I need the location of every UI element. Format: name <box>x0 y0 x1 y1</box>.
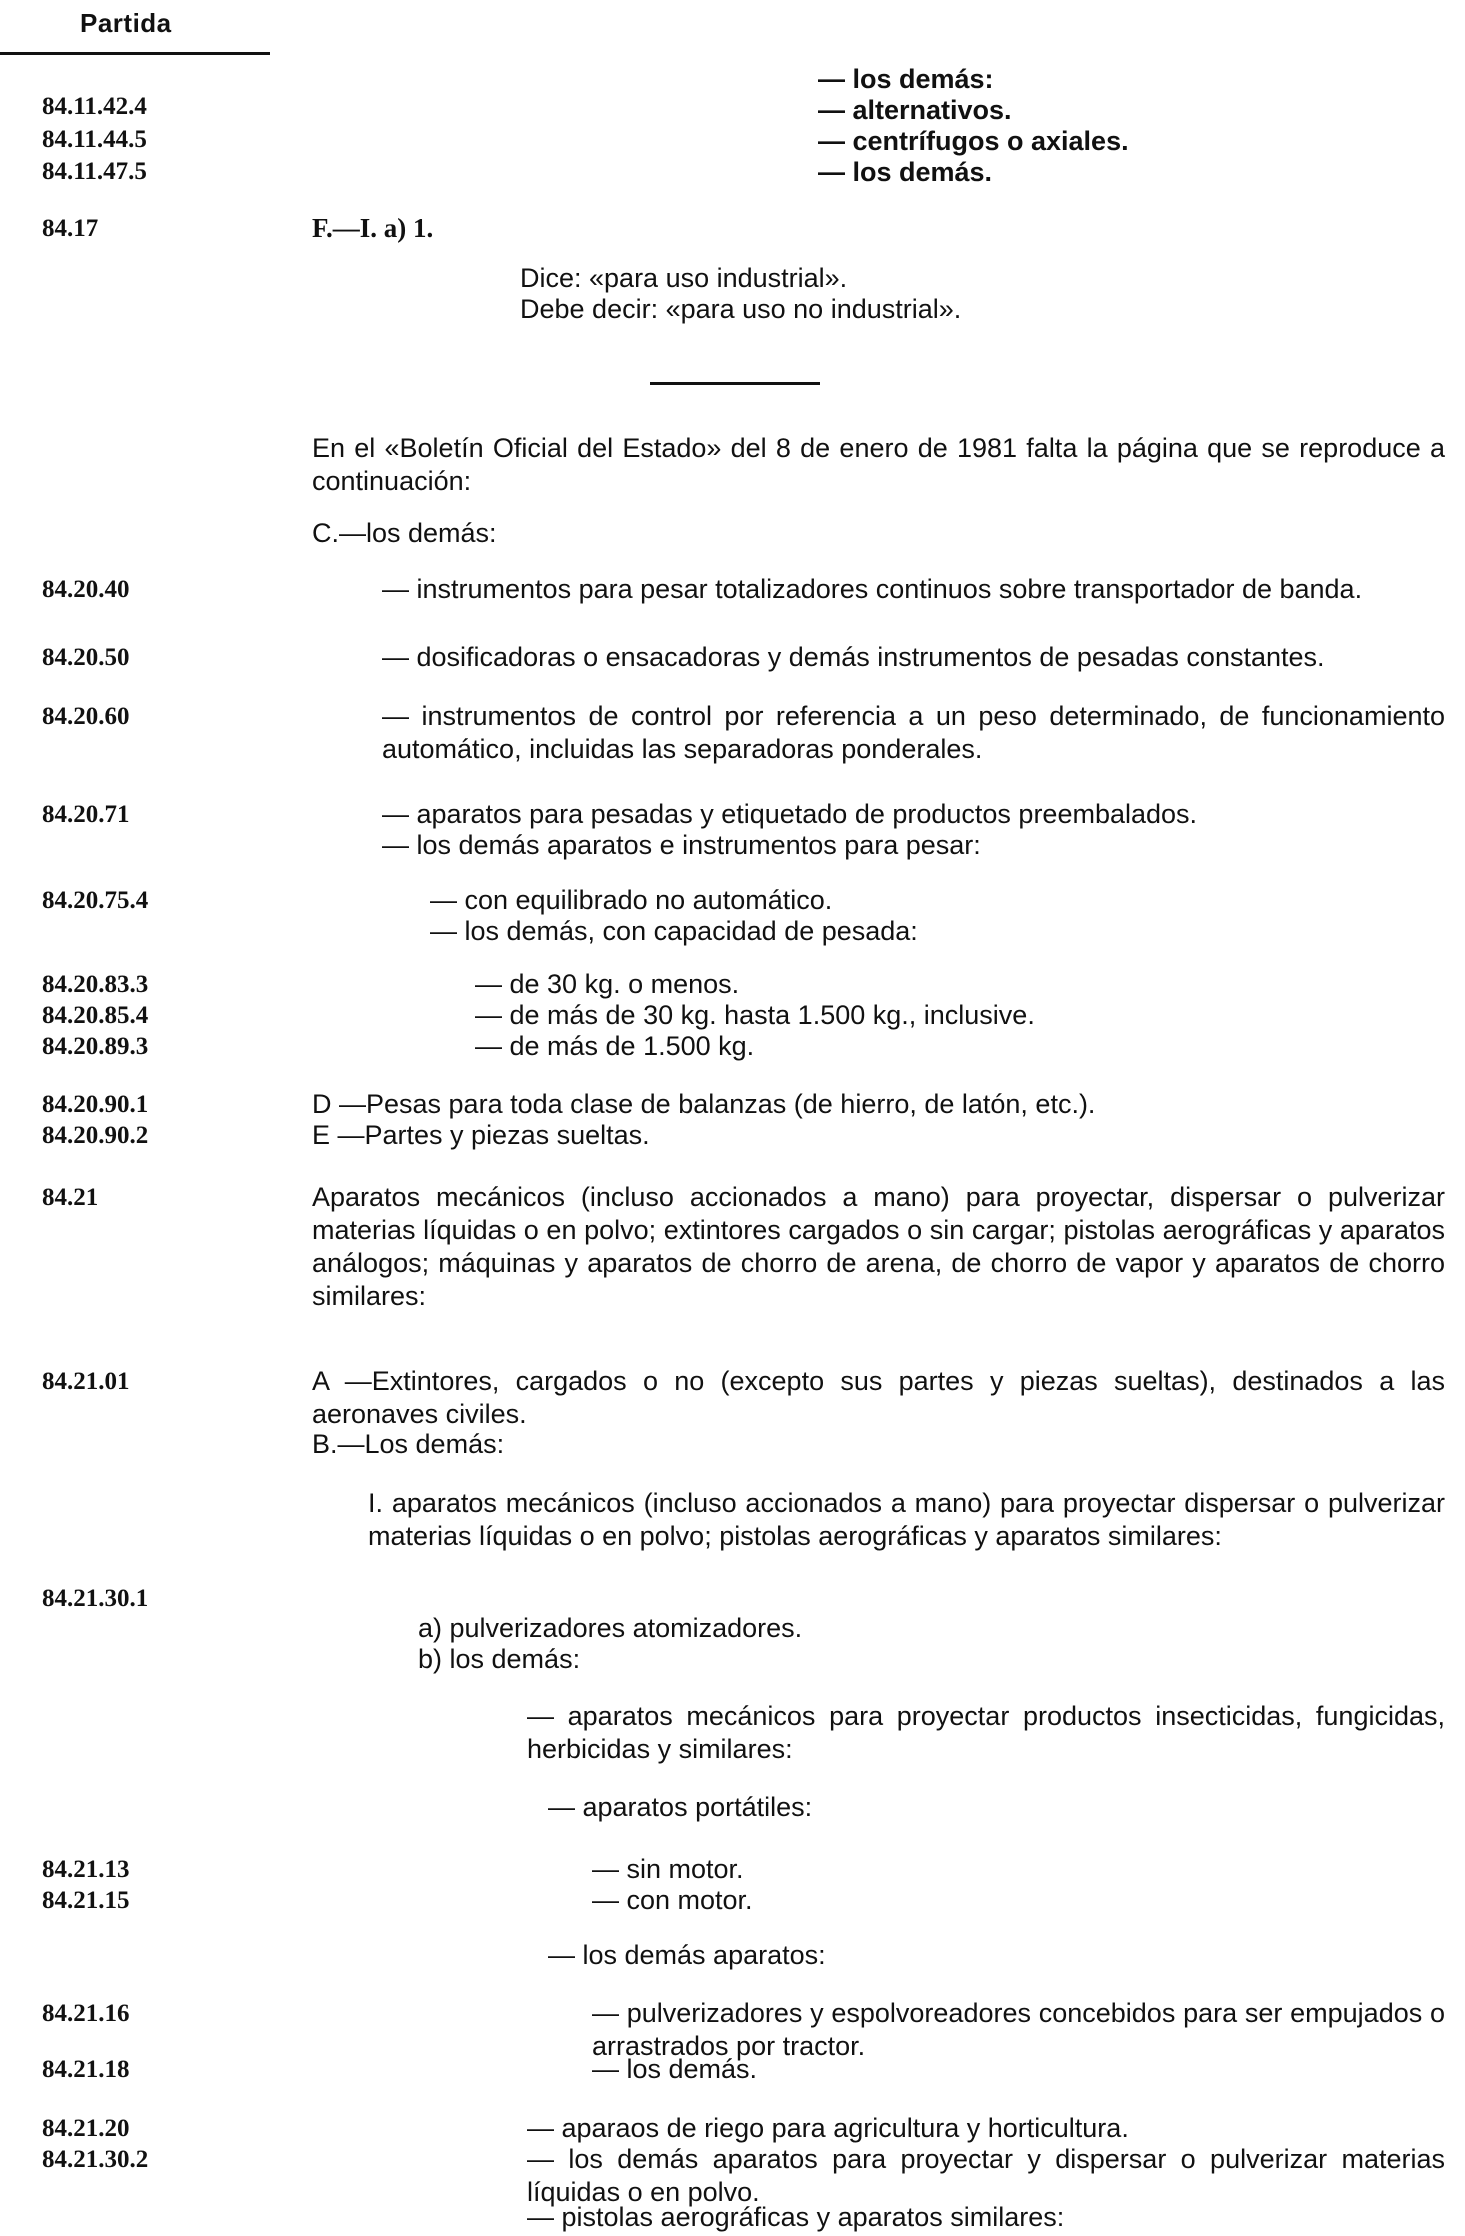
entry-text: — sin motor. <box>592 1854 744 1884</box>
correction-dice: Dice: «para uso industrial». <box>520 263 848 293</box>
entry-text: — pulverizadores y espolvoreadores concebidos para ser empujados o arrastrados por tractor. <box>592 1998 1445 2061</box>
boe-notice: En el «Boletín Oficial del Estado» del 8 de enero de 1981 falta la página que se reproduce a continuación: <box>312 433 1445 496</box>
code-84-21-18: 84.21.18 <box>42 2056 130 2083</box>
entry-text: — con motor. <box>592 1885 753 1915</box>
entry-text: F.—I. a) 1. <box>312 213 434 243</box>
entry-text: — los demás aparatos e instrumentos para pesar: <box>382 830 981 860</box>
code-84-20-71: 84.20.71 <box>42 801 130 828</box>
header-rule <box>0 52 270 55</box>
entry-text: — de 30 kg. o menos. <box>475 969 740 999</box>
code-84-21-13: 84.21.13 <box>42 1856 130 1883</box>
correction-debe-decir: Debe decir: «para uso no industrial». <box>520 294 962 324</box>
code-84-20-90-2: 84.20.90.2 <box>42 1122 149 1149</box>
code-84-11-47-5: 84.11.47.5 <box>42 158 147 185</box>
entry-text: — aparatos portátiles: <box>548 1792 813 1822</box>
entry-text: — aparatos mecánicos para proyectar productos insecticidas, fungicidas, herbicidas y similares: <box>527 1701 1445 1764</box>
entry-text: — los demás: <box>818 64 994 94</box>
entry-text: — de más de 1.500 kg. <box>475 1031 755 1061</box>
entry-text: — de más de 30 kg. hasta 1.500 kg., inclusive. <box>475 1000 1035 1030</box>
entry-text: E —Partes y piezas sueltas. <box>312 1120 650 1150</box>
page-header-label: Partida <box>80 8 172 38</box>
code-84-17: 84.17 <box>42 215 99 242</box>
entry-text: — los demás aparatos: <box>548 1940 826 1970</box>
code-84-11-42-4: 84.11.42.4 <box>42 93 147 120</box>
code-84-20-50: 84.20.50 <box>42 644 130 671</box>
code-84-21-30-2: 84.21.30.2 <box>42 2146 149 2173</box>
entry-text: — los demás aparatos para proyectar y dispersar o pulverizar materias líquidas o en polvo. <box>527 2144 1445 2207</box>
entry-text: — centrífugos o axiales. <box>818 126 1129 156</box>
code-84-20-60: 84.20.60 <box>42 703 130 730</box>
code-84-21-30-1: 84.21.30.1 <box>42 1585 149 1612</box>
entry-text: — instrumentos de control por referencia a un peso determinado, de funcionamiento automático, incluidas las separadoras ponderales. <box>382 701 1445 764</box>
section-c-heading: C.—los demás: <box>312 518 497 548</box>
entry-text: I. aparatos mecánicos (incluso accionados a mano) para proyectar dispersar o pulverizar materias líquidas o en polvo; pistolas aerográficas y aparatos similares: <box>368 1488 1445 1551</box>
entry-text: — los demás, con capacidad de pesada: <box>430 916 918 946</box>
entry-text: — pistolas aerográficas y aparatos similares: <box>527 2202 1065 2232</box>
entry-text: B.—Los demás: <box>312 1429 505 1459</box>
code-84-21: 84.21 <box>42 1184 99 1211</box>
code-84-11-44-5: 84.11.44.5 <box>42 126 147 153</box>
code-84-20-83-3: 84.20.83.3 <box>42 971 149 998</box>
entry-text: b) los demás: <box>418 1644 581 1674</box>
code-84-21-16: 84.21.16 <box>42 2000 130 2027</box>
code-84-20-75-4: 84.20.75.4 <box>42 887 149 914</box>
entry-text: — instrumentos para pesar totalizadores continuos sobre transportador de banda. <box>382 574 1363 604</box>
code-84-21-20: 84.21.20 <box>42 2115 130 2142</box>
code-84-21-01: 84.21.01 <box>42 1368 130 1395</box>
code-84-21-15: 84.21.15 <box>42 1887 130 1914</box>
entry-text: — los demás. <box>592 2054 758 2084</box>
entry-text: D —Pesas para toda clase de balanzas (de hierro, de latón, etc.). <box>312 1089 1096 1119</box>
entry-text: — con equilibrado no automático. <box>430 885 833 915</box>
entry-text: Aparatos mecánicos (incluso accionados a mano) para proyectar, dispersar o pulverizar materias líquidas o en polvo; extintores cargados o sin cargar; pistolas aerográficas y aparatos análogos; máquinas y aparatos de chorro de arena, de chorro de vapor y aparatos de chorro similares: <box>312 1182 1445 1311</box>
entry-text: a) pulverizadores atomizadores. <box>418 1613 803 1643</box>
code-84-20-89-3: 84.20.89.3 <box>42 1033 149 1060</box>
code-84-20-40: 84.20.40 <box>42 576 130 603</box>
entry-text: — los demás. <box>818 157 993 187</box>
entry-text: — aparatos para pesadas y etiquetado de productos preembalados. <box>382 799 1198 829</box>
separator-rule <box>650 382 820 385</box>
entry-text: — dosificadoras o ensacadoras y demás instrumentos de pesadas constantes. <box>382 642 1325 672</box>
code-84-20-85-4: 84.20.85.4 <box>42 1002 149 1029</box>
entry-text: — alternativos. <box>818 95 1012 125</box>
entry-text: — aparaos de riego para agricultura y horticultura. <box>527 2113 1129 2143</box>
code-84-20-90-1: 84.20.90.1 <box>42 1091 149 1118</box>
entry-text: A —Extintores, cargados o no (excepto sus partes y piezas sueltas), destinados a las aeronaves civiles. <box>312 1366 1445 1429</box>
